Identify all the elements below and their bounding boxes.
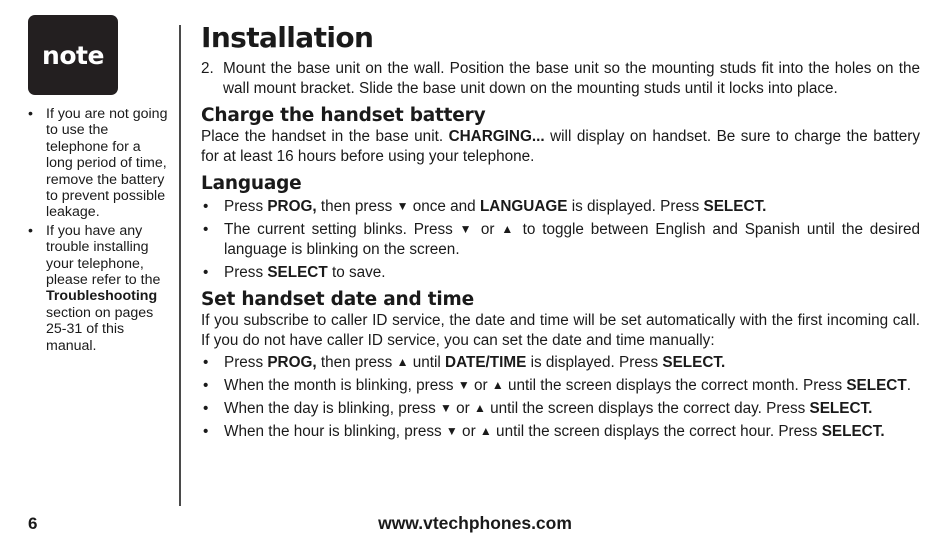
up-arrow-icon: ▲	[396, 355, 409, 369]
datetime-step-3: • When the day is blinking, press ▼ or ▲ until the screen displays the correct day. Press SELECT.	[201, 399, 920, 419]
down-arrow-icon: ▼	[459, 222, 475, 236]
datetime-step-1: • Press PROG, then press ▲ until DATE/TIME is displayed. Press SELECT.	[201, 353, 920, 373]
side-note-trouble-text-end: section on pages 25-31 of this manual.	[46, 304, 154, 354]
charge-heading: Charge the handset battery	[201, 105, 486, 126]
footer-url: www.vtechphones.com	[378, 513, 572, 533]
main-content	[201, 18, 920, 448]
step-text: Mount the base unit on the wall. Position the base unit so the mounting studs fit into the holes on the wall mount bracket. Slide the base unit down on the mounting studs until it locks into place.	[223, 60, 920, 97]
side-note-trouble-text: If you have any trouble installing your telephone, please refer to the	[46, 222, 161, 289]
language-step-3: • Press SELECT to save.	[201, 263, 920, 283]
datetime-intro: If you subscribe to caller ID service, the date and time will be set automatically with the first incoming call. If you do not have caller ID service, you can set the date and time manually:	[201, 312, 920, 349]
language-step-2: • The current setting blinks. Press ▼ or ▲ to toggle between English and Spanish until the desired language is blinking on the screen.	[201, 220, 920, 260]
side-note-battery	[28, 106, 170, 221]
charge-text: Place the handset in the base unit. CHARGING... will display on handset. Be sure to charge the battery for at least 16 hours before using your telephone.	[201, 128, 920, 165]
side-note-trouble	[28, 223, 170, 354]
down-arrow-icon: ▼	[439, 401, 452, 415]
down-arrow-icon: ▼	[457, 378, 470, 392]
column-divider	[179, 25, 181, 506]
datetime-steps	[201, 353, 920, 442]
down-arrow-icon: ▼	[396, 199, 409, 213]
language-step-1: • Press PROG, then press ▼ once and LANGUAGE is displayed. Press SELECT.	[201, 197, 920, 217]
datetime-heading: Set handset date and time	[201, 289, 474, 310]
note-badge	[28, 15, 118, 95]
datetime-step-4: • When the hour is blinking, press ▼ or ▲ until the screen displays the correct hour. Press SELECT.	[201, 422, 920, 442]
step-2	[201, 59, 920, 99]
troubleshooting-ref: Troubleshooting	[46, 288, 158, 305]
up-arrow-icon: ▲	[473, 401, 486, 415]
step-number: 2.	[201, 60, 214, 77]
side-note-battery-text: If you are not going to use the telephone for a long period of time, remove the battery to prevent possible leakage.	[46, 106, 168, 221]
side-notes	[28, 106, 170, 356]
up-arrow-icon: ▲	[501, 222, 516, 236]
page-number: 6	[28, 514, 38, 533]
note-badge-label: note	[42, 40, 104, 70]
charging-label: CHARGING...	[448, 128, 545, 145]
page-title: Installation	[201, 21, 374, 54]
down-arrow-icon: ▼	[445, 424, 458, 438]
datetime-step-2: • When the month is blinking, press ▼ or ▲ until the screen displays the correct month. Press SELECT.	[201, 376, 920, 396]
up-arrow-icon: ▲	[479, 424, 492, 438]
language-heading: Language	[201, 173, 302, 194]
up-arrow-icon: ▲	[491, 378, 504, 392]
language-steps	[201, 197, 920, 283]
